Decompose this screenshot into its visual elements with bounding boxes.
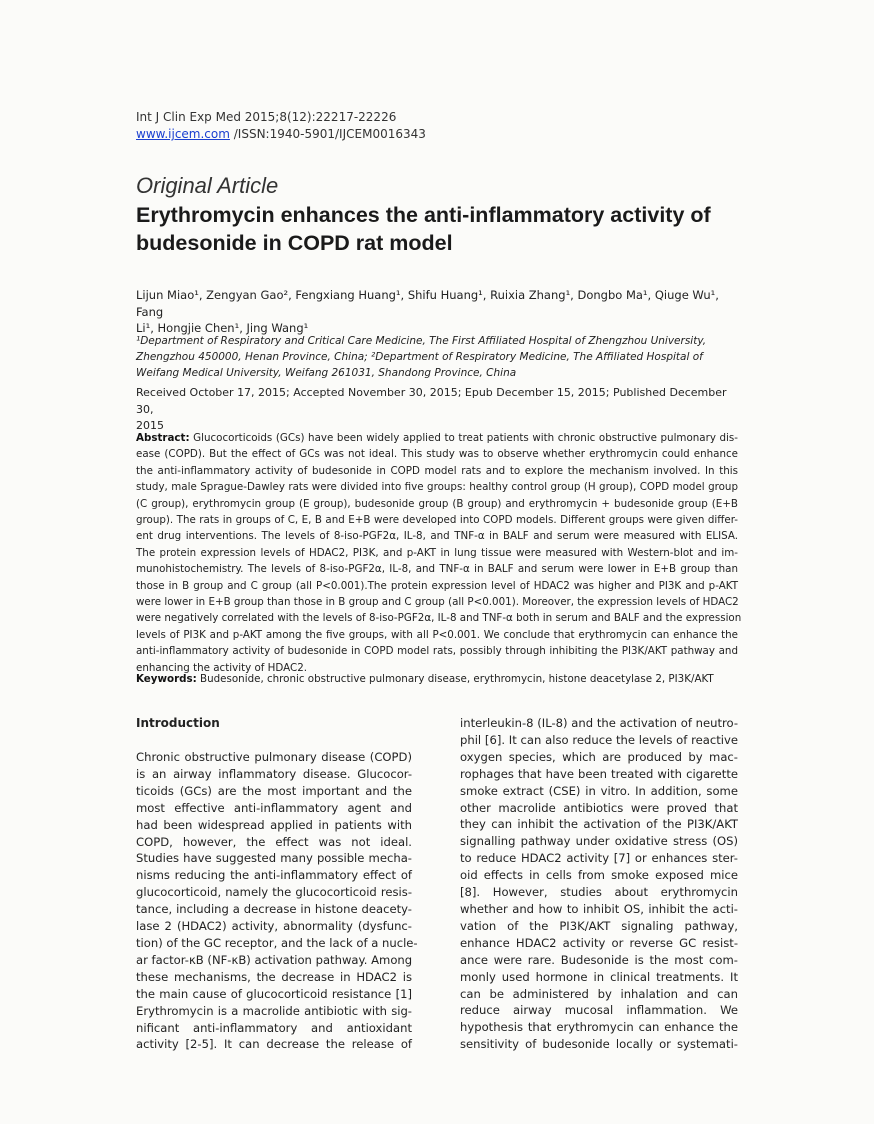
text-line: ance were rare. Budesonide is the most com- [460,952,738,967]
text-line [136,430,738,446]
text-line: is an airway inflammatory disease. Glucocor- [136,766,412,781]
affiliation-line: ¹Department of Respiratory and Critical Care Medicine, The First Affiliated Hospital of Zhengzhou University, [136,335,707,347]
text-line: levels of PI3K and p-AKT among the five groups, with all P<0.001. We conclude that erythromycin can enhance the [136,628,738,641]
text-line: activity [2-5]. It can decrease the release of [136,1037,412,1052]
issn: /ISSN:1940-5901/IJCEM0016343 [233,127,426,141]
text-line: Chronic obstructive pulmonary disease (COPD) [136,750,412,764]
text-line: ar factor-κB (NF-κB) activation pathway. Among [136,952,413,967]
affiliation-line: Weifang Medical University, Weifang 261031, Shandong Province, China [136,367,517,379]
journal-header [136,109,426,143]
text-line: were lower in E+B group than those in B group and C group (all P<0.001). Moreover, the expression levels of HDAC2 [136,596,739,609]
text-line: oid effects in cells from smoke exposed mice [460,868,738,883]
text-line: the anti-inflammatory activity of budesonide in COPD model rats and to explore the mechanism involved. In this [136,464,738,477]
title-line: Erythromycin enhances the anti-inflammatory activity of [136,203,711,227]
text-line: hypothesis that erythromycin can enhance the [460,1020,738,1035]
text-line: were negatively correlated with the levels of 8-iso-PGF2α, IL-8 and TNF-α both in serum and BALF and the expression [136,612,742,625]
text-line: Erythromycin is a macrolide antibiotic with sig- [136,1003,412,1018]
keywords-label: Keywords: [136,673,197,685]
right-column [460,715,738,1053]
text-line: ease (COPD). But the effect of GCs was not ideal. This study was to observe whether erythromycin could enhance [136,448,738,461]
text-line: ent drug interventions. The levels of 8-iso-PGF2α, IL-8, and TNF-α in BALF and serum were measured with ELISA. [136,530,738,543]
text-line: munohistochemistry. The levels of 8-iso-PGF2α, IL-8, and TNF-α in BALF and serum were lower in E+B group than [136,563,738,576]
keywords [136,671,738,687]
text-line: they can inhibit the activation of the PI3K/AKT [460,817,738,832]
text-line: reduce airway mucosal inflammation. We [460,1003,738,1018]
journal-link[interactable]: www.ijcem.com [136,127,230,141]
text-line: to reduce HDAC2 activity [7] or enhances ster- [460,851,738,866]
authors-line: Lijun Miao¹, Zengyan Gao², Fengxiang Huang¹, Shifu Huang¹, Ruixia Zhang¹, Dongbo Ma¹, Qiuge Wu¹, Fang [136,288,719,319]
text-line: these mechanisms, the decrease in HDAC2 is [136,969,412,984]
affiliations [136,333,741,381]
text-line: lase 2 (HDAC2) activity, abnormality (dysfunc- [136,919,412,934]
text-line: whether and how to inhibit OS, inhibit the acti- [460,901,738,916]
text-line: enhancing the activity of HDAC2. [136,661,308,674]
text-line: nificant anti-inflammatory and antioxidant [136,1020,412,1035]
text-line: group). The rats in groups of C, E, B and E+B were developed into COPD models. Different groups were given differ- [136,514,738,527]
left-column [136,749,418,1053]
text-line: COPD, however, the effect was not ideal. [136,834,412,849]
abstract-label: Abstract: [136,432,190,444]
text-line: study, male Sprague-Dawley rats were divided into five groups: healthy control group (H group), COPD model group [136,481,738,494]
dates [136,385,741,435]
title-line: budesonide in COPD rat model [136,231,453,255]
text-line: signalling pathway under oxidative stress (OS) [460,834,738,849]
text-line: other macrolide antibiotics were proved that [460,800,738,815]
authors [136,287,741,337]
article-title [136,201,756,257]
text-line: glucocorticoid, namely the glucocorticoid resis- [136,885,412,900]
text-line: oxygen species, which are produced by mac- [460,749,738,764]
text-line: ticoids (GCs) are the most important and the [136,783,412,798]
authors-line: Li¹, Hongjie Chen¹, Jing Wang¹ [136,321,309,335]
text-line: monly used hormone in clinical treatments. It [460,969,738,984]
text-line: had been widespread applied in patients with [136,817,412,832]
text-line: can be administered by inhalation and can [460,986,738,1001]
text-line: the main cause of glucocorticoid resistance [1] [136,986,412,1001]
text-line: tion) of the GC receptor, and the lack of a nucle- [136,935,418,950]
text-line: tance, including a decrease in histone deacety- [136,902,412,917]
abstract-text: Glucocorticoids (GCs) have been widely applied to treat patients with chronic obstructive pulmonary dis- [189,432,738,444]
text-line: enhance HDAC2 activity or reverse GC resist- [460,935,738,950]
affiliation-line: Zhengzhou 450000, Henan Province, China; ²Department of Respiratory Medicine, The Affiliated Hospital of [136,351,703,363]
text-line: Studies have suggested many possible mecha- [136,851,412,866]
text-line: interleukin-8 (IL-8) and the activation of neutro- [460,716,738,730]
text-line: vation of the PI3K/AKT signaling pathway, [460,918,738,933]
text-line: smoke extract (CSE) in vitro. In addition, some [460,783,738,798]
dates-line: 2015 [136,419,164,432]
article-type: Original Article [136,173,279,198]
text-line: those in B group and C group (all P<0.001).The protein expression level of HDAC2 was higher and PI3K and p-AKT [136,579,738,592]
text-line: sensitivity of budesonide locally or systemati- [460,1037,738,1052]
text-line: rophages that have been treated with cigarette [460,766,738,781]
citation: Int J Clin Exp Med 2015;8(12):22217-22226 [136,110,397,124]
dates-line: Received October 17, 2015; Accepted November 30, 2015; Epub December 15, 2015; Published December 30, [136,386,727,416]
text-line: anti-inflammatory activity of budesonide in COPD model rats, possibly through inhibiting the PI3K/AKT pathway and [136,645,738,658]
keywords-text: Budesonide, chronic obstructive pulmonary disease, erythromycin, histone deacetylase 2, PI3K/AKT [196,673,714,685]
text-line: [8]. However, studies about erythromycin [460,885,738,900]
abstract [136,430,742,676]
section-heading-introduction: Introduction [136,716,220,730]
text-line: The protein expression levels of HDAC2, PI3K, and p-AKT in lung tissue were measured with Western-blot and im- [136,546,738,559]
text-line: phil [6]. It can also reduce the levels of reactive [460,732,738,747]
text-line: (C group), erythromycin group (E group), budesonide group (B group) and erythromycin + budesonide group (E+B [136,497,738,510]
text-line: most effective anti-inflammatory agent and [136,800,412,815]
text-line: nisms reducing the anti-inflammatory effect of [136,868,412,883]
